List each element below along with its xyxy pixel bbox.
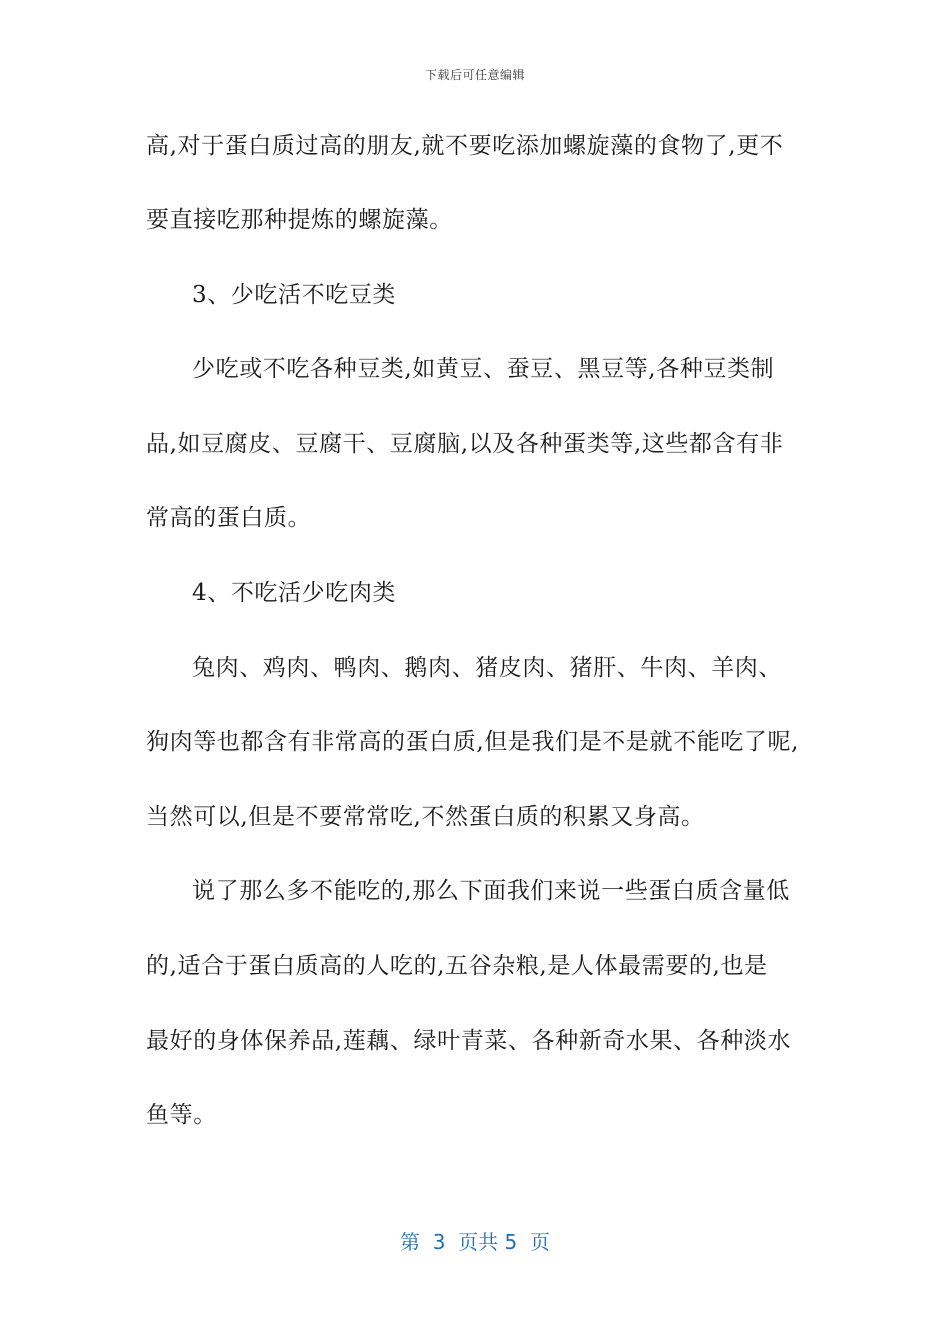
section-heading-4: 4、不吃活少吃肉类	[192, 580, 397, 606]
body-line-6: 常高的蛋白质。	[146, 505, 312, 531]
body-line-12: 的,适合于蛋白质高的人吃的,五谷杂粮,是人体最需要的,也是	[146, 953, 768, 979]
body-line-4: 少吃或不吃各种豆类,如黄豆、蚕豆、黑豆等,各种豆类制	[192, 356, 775, 382]
body-line-14: 鱼等。	[146, 1102, 217, 1128]
body-line-11: 说了那么多不能吃的,那么下面我们来说一些蛋白质含量低	[192, 878, 790, 904]
body-line-2: 要直接吃那种提炼的螺旋藻。	[146, 207, 453, 233]
body-line-1: 高,对于蛋白质过高的朋友,就不要吃添加螺旋藻的食物了,更不	[146, 133, 784, 159]
page-number-footer: 第 3 页共 5 页	[400, 1230, 550, 1254]
header-note: 下载后可任意编辑	[424, 68, 525, 82]
body-line-8: 兔肉、鸡肉、鸭肉、鹅肉、猪皮肉、猪肝、牛肉、羊肉、	[192, 655, 782, 681]
body-line-5: 品,如豆腐皮、豆腐干、豆腐脑,以及各种蛋类等,这些都含有非	[146, 431, 784, 457]
body-line-13: 最好的身体保养品,莲藕、绿叶青菜、各种新奇水果、各种淡水	[146, 1028, 792, 1054]
section-heading-3: 3、少吃活不吃豆类	[192, 282, 397, 308]
body-line-9: 狗肉等也都含有非常高的蛋白质,但是我们是不是就不能吃了呢,	[146, 729, 800, 755]
body-line-10: 当然可以,但是不要常常吃,不然蛋白质的积累又身高。	[146, 804, 705, 830]
